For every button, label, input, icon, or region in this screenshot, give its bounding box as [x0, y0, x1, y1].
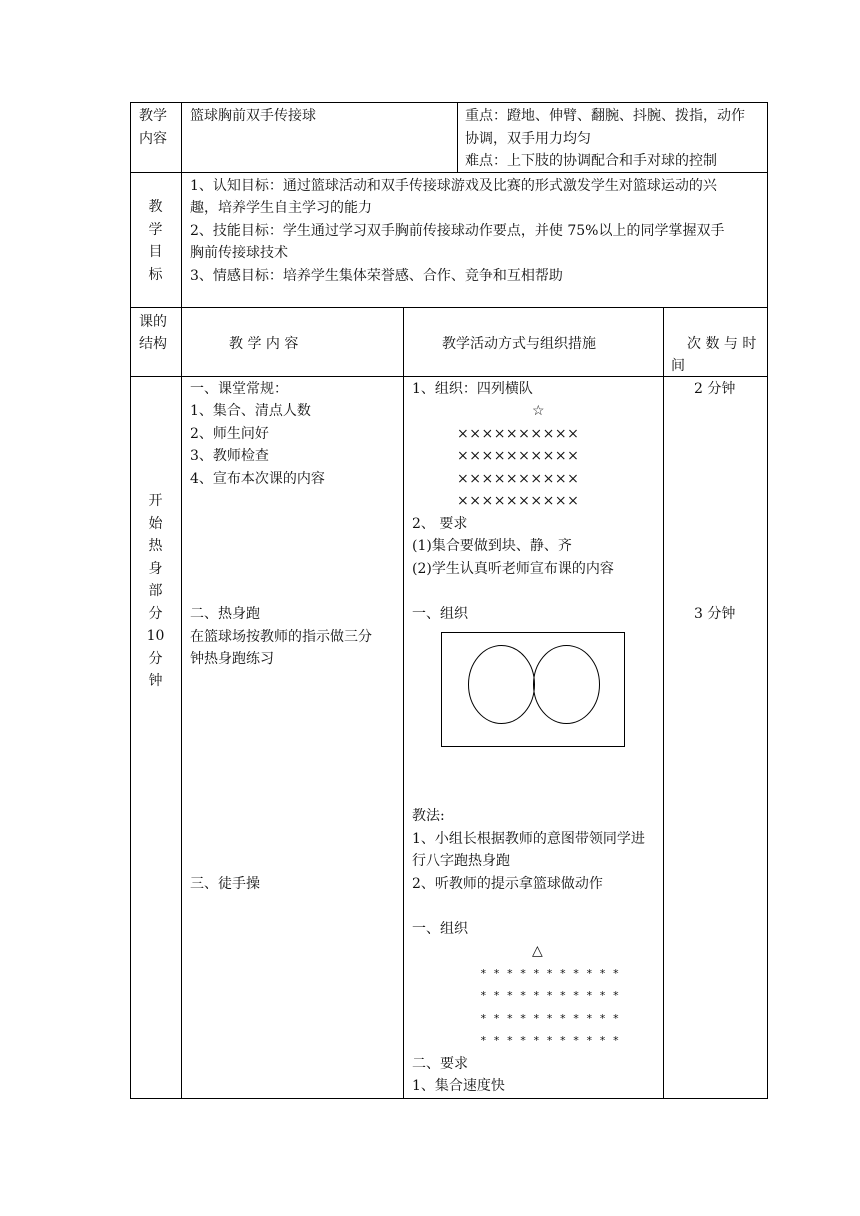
section-label-char: 开 — [148, 493, 163, 509]
goals-label — [130, 196, 181, 286]
time-routine: 2 分钟 — [694, 381, 736, 397]
header-label-line2: 内容 — [139, 131, 167, 147]
method-line: 1、小组长根据教师的意图带领同学进 — [412, 831, 645, 847]
key-point-line2: 协调，双手用力均匀 — [465, 131, 591, 147]
routine-item: 2、师生问好 — [190, 426, 269, 442]
border-bottom — [130, 1098, 768, 1099]
col-content-header: 教 学 内 容 — [229, 336, 299, 352]
section-label-char: 10 — [146, 628, 165, 644]
goal-line: 趣，培养学生自主学习的能力 — [190, 200, 372, 216]
figure-eight-diagram — [441, 632, 625, 747]
section-label-char: 分 — [148, 605, 163, 622]
routine-item: 4、宣布本次课的内容 — [190, 471, 325, 487]
goal-line: 2、技能目标：学生通过学习双手胸前传接球动作要点，并使 75%以上的同学掌握双手 — [190, 223, 725, 239]
student-row-x: ×××××××××× — [457, 426, 580, 442]
border-row2 — [130, 307, 768, 308]
section-label-char: 钟 — [148, 673, 163, 689]
student-row-star: * * * * * * * * * * * — [480, 989, 620, 1002]
goals-label-char: 目 — [148, 244, 163, 260]
border-right — [767, 102, 768, 1099]
section-label-char: 身 — [148, 560, 163, 577]
col-activity-header: 教学活动方式与组织措施 — [442, 336, 596, 352]
warmup-title: 二、热身跑 — [190, 606, 260, 622]
right-circle — [534, 646, 600, 724]
org-warmup: 一、组织 — [412, 606, 468, 622]
student-row-star: * * * * * * * * * * * — [480, 1034, 620, 1047]
border-top — [130, 102, 768, 103]
exercise-title: 三、徒手操 — [190, 876, 260, 892]
org-formation: 1、组织：四列横队 — [412, 381, 533, 397]
lesson-title: 篮球胸前双手传接球 — [190, 108, 316, 124]
left-circle — [469, 646, 535, 724]
requirement-item: (1)集合要做到块、静、齐 — [412, 538, 572, 554]
col-time-header-line1: 次 数 与 时 — [687, 336, 757, 352]
section-label-char: 热 — [148, 538, 163, 554]
requirements-title: 2、 要求 — [412, 516, 468, 532]
key-point-line1: 重点：蹬地、伸臂、翻腕、抖腕、拨指，动作 — [465, 108, 745, 124]
section-label — [130, 490, 181, 693]
routine-item: 1、集合、清点人数 — [190, 403, 311, 419]
section-label-char: 部 — [148, 583, 163, 599]
col-structure-line1: 课的 — [139, 314, 167, 330]
teacher-triangle-symbol: △ — [532, 943, 543, 959]
routine-item: 3、教师检查 — [190, 448, 269, 464]
requirements2-title: 二、要求 — [412, 1056, 468, 1072]
difficulty-point: 难点：上下肢的协调配合和手对球的控制 — [465, 153, 717, 169]
method-line: 2、听教师的提示拿篮球做动作 — [412, 876, 603, 892]
requirement-item: (2)学生认真听老师宣布课的内容 — [412, 561, 614, 577]
goals-label-char: 教 — [148, 199, 163, 215]
warmup-desc-line2: 钟热身跑练习 — [190, 651, 274, 667]
requirement2-item: 1、集合速度快 — [412, 1078, 505, 1094]
student-row-star: * * * * * * * * * * * — [480, 1012, 620, 1025]
goal-line: 3、情感目标：培养学生集体荣誉感、合作、竞争和互相帮助 — [190, 268, 563, 284]
section-label-char: 分 — [148, 650, 163, 667]
border-col2 — [403, 307, 404, 1099]
header-label-line1: 教学 — [139, 108, 167, 124]
student-row-x: ×××××××××× — [457, 471, 580, 487]
goals-label-char: 标 — [148, 266, 163, 283]
student-row-x: ×××××××××× — [457, 493, 580, 509]
border-header-mid — [457, 102, 458, 172]
section-label-char: 始 — [148, 515, 163, 532]
goal-line: 1、认知目标：通过篮球活动和双手传接球游戏及比赛的形式激发学生对篮球运动的兴 — [190, 178, 717, 194]
goal-line: 胸前传接球技术 — [190, 245, 288, 261]
border-col3 — [663, 307, 664, 1099]
teacher-star-symbol: ☆ — [532, 403, 545, 419]
org-exercise: 一、组织 — [412, 921, 468, 937]
method-title: 教法: — [412, 808, 445, 824]
routine-title: 一、课堂常规： — [190, 381, 288, 397]
method-line: 行八字跑热身跑 — [412, 853, 510, 869]
col-structure-line2: 结构 — [139, 336, 167, 352]
warmup-desc-line1: 在篮球场按教师的指示做三分 — [190, 629, 372, 645]
student-row-x: ×××××××××× — [457, 448, 580, 464]
time-warmup: 3 分钟 — [694, 606, 736, 622]
student-row-star: * * * * * * * * * * * — [480, 967, 620, 980]
col-time-header-line2: 间 — [671, 358, 685, 374]
goals-label-char: 学 — [148, 221, 163, 238]
border-col1 — [181, 102, 182, 1099]
